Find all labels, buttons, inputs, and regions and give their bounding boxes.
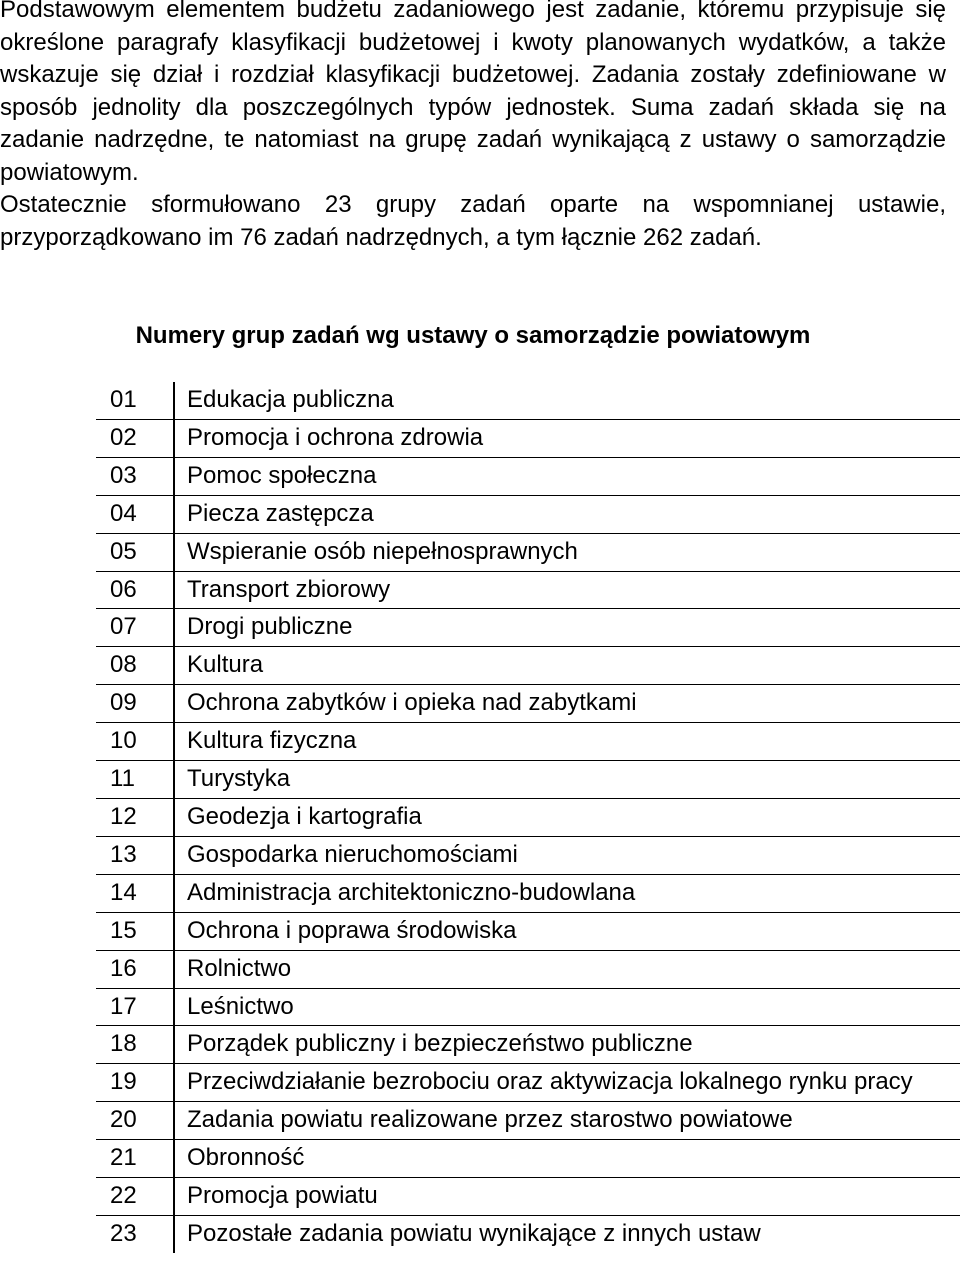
table-row [96, 685, 960, 723]
group-name: Obronność [174, 1140, 960, 1178]
table-row [96, 609, 960, 647]
group-number: 04 [96, 495, 174, 533]
task-groups-table [96, 382, 960, 1253]
group-number: 12 [96, 798, 174, 836]
group-number: 03 [96, 457, 174, 495]
group-number: 17 [96, 988, 174, 1026]
group-number: 06 [96, 571, 174, 609]
group-number: 09 [96, 685, 174, 723]
group-number: 08 [96, 647, 174, 685]
group-name: Leśnictwo [174, 988, 960, 1026]
group-name: Porządek publiczny i bezpieczeństwo publiczne [174, 1026, 960, 1064]
table-row [96, 798, 960, 836]
group-number: 11 [96, 761, 174, 799]
table-row [96, 988, 960, 1026]
intro-paragraph-2: Ostatecznie sformułowano 23 grupy zadań oparte na wspomnianej ustawie, przyporządkowano im 76 zadań nadrzędnych, a tym łącznie 262 zadań. [0, 191, 946, 251]
group-name: Promocja i ochrona zdrowia [174, 419, 960, 457]
group-number: 22 [96, 1178, 174, 1216]
table-row [96, 419, 960, 457]
group-number: 21 [96, 1140, 174, 1178]
group-name: Ochrona zabytków i opieka nad zabytkami [174, 685, 960, 723]
group-number: 01 [96, 382, 174, 419]
table-row [96, 874, 960, 912]
group-name: Transport zbiorowy [174, 571, 960, 609]
table-row [96, 457, 960, 495]
intro-paragraph-1: Podstawowym elementem budżetu zadaniowego jest zadanie, któremu przypisuje się określone paragrafy klasyfikacji budżetowej i kwoty planowanych wydatków, a także wskazuje się dział i rozdział klasyfikacji budżetowej. Zadania zostały zdefiniowane w sposób jednolity dla poszczególnych typów jednostek. Suma zadań składa się na zadanie nadrzędne, te natomiast na grupę zadań wynikającą z ustawy o samorządzie powiatowym. [0, 0, 946, 186]
group-number: 14 [96, 874, 174, 912]
group-number: 18 [96, 1026, 174, 1064]
group-number: 23 [96, 1215, 174, 1252]
table-row [96, 533, 960, 571]
table-row [96, 950, 960, 988]
group-name: Drogi publiczne [174, 609, 960, 647]
table-row [96, 761, 960, 799]
group-number: 20 [96, 1102, 174, 1140]
table-row [96, 571, 960, 609]
group-name: Geodezja i kartografia [174, 798, 960, 836]
group-name: Piecza zastępcza [174, 495, 960, 533]
table-row [96, 1215, 960, 1252]
table-row [96, 836, 960, 874]
group-number: 02 [96, 419, 174, 457]
group-number: 07 [96, 609, 174, 647]
group-name: Administracja architektoniczno-budowlana [174, 874, 960, 912]
table-row [96, 1026, 960, 1064]
group-name: Kultura fizyczna [174, 723, 960, 761]
group-name: Edukacja publiczna [174, 382, 960, 419]
table-row [96, 1178, 960, 1216]
table-row [96, 382, 960, 419]
group-number: 15 [96, 912, 174, 950]
group-name: Pozostałe zadania powiatu wynikające z innych ustaw [187, 1219, 761, 1247]
group-number: 05 [96, 533, 174, 571]
group-name: Ochrona i poprawa środowiska [174, 912, 960, 950]
table-row [96, 912, 960, 950]
section-title: Numery grup zadań wg ustawy o samorządzie powiatowym [135, 322, 811, 349]
group-name: Turystyka [174, 761, 960, 799]
table-row [96, 1064, 960, 1102]
group-name: Gospodarka nieruchomościami [174, 836, 960, 874]
group-name: Pomoc społeczna [174, 457, 960, 495]
table-row [96, 723, 960, 761]
group-name: Promocja powiatu [174, 1178, 960, 1216]
group-number: 19 [96, 1064, 174, 1102]
group-number: 16 [96, 950, 174, 988]
group-number: 10 [96, 723, 174, 761]
intro-text [0, 0, 946, 254]
table-row [96, 1102, 960, 1140]
group-number: 13 [96, 836, 174, 874]
table-row [96, 1140, 960, 1178]
group-name: Wspieranie osób niepełnosprawnych [174, 533, 960, 571]
group-name: Kultura [174, 647, 960, 685]
table-row [96, 647, 960, 685]
table-row [96, 495, 960, 533]
group-name: Przeciwdziałanie bezrobociu oraz aktywizacja lokalnego rynku pracy [174, 1064, 960, 1102]
group-name: Zadania powiatu realizowane przez starostwo powiatowe [174, 1102, 960, 1140]
group-name: Rolnictwo [174, 950, 960, 988]
